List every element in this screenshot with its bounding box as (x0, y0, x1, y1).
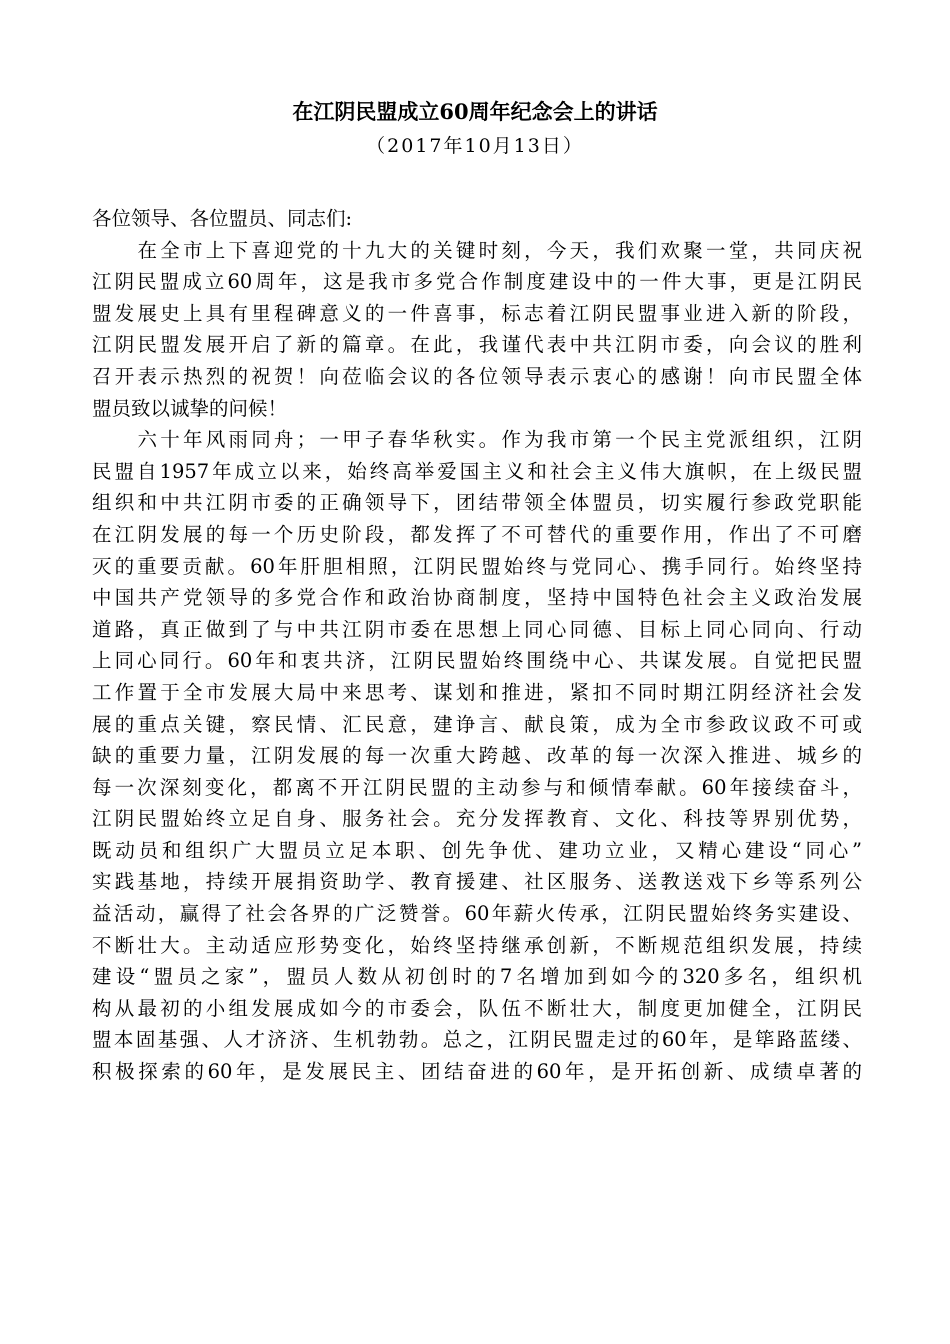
text-line: 六十年风雨同舟；一甲子春华秋实。作为我市第一个民主党派组织，江阴 (92, 428, 862, 452)
text-line: 盟员致以诚挚的问候！ (92, 396, 288, 420)
text-line: 展的重点关键，察民情、汇民意，建诤言、献良策，成为全市参政议政不可或 (92, 712, 862, 736)
text-line: 每一次深刻变化，都离不开江阴民盟的主动参与和倾情奉献。60年接续奋斗， (92, 775, 862, 799)
text-line: 既动员和组织广大盟员立足本职、创先争优、建功立业，又精心建设“同心” (92, 838, 862, 862)
text-line: 民盟自1957年成立以来，始终高举爱国主义和社会主义伟大旗帜，在上级民盟 (92, 459, 862, 483)
text-line: 构从最初的小组发展成如今的市委会，队伍不断壮大，制度更加健全，江阴民 (92, 996, 862, 1020)
text-line: 中国共产党领导的多党合作和政治协商制度，坚持中国特色社会主义政治发展 (92, 586, 862, 610)
text-line: 积极探索的60年，是发展民主、团结奋进的60年，是开拓创新、成绩卓著的 (92, 1060, 862, 1084)
text-line: 上同心同行。60年和衷共济，江阴民盟始终围绕中心、共谋发展。自觉把民盟 (92, 649, 862, 673)
text-line: 在江阴发展的每一个历史阶段，都发挥了不可替代的重要作用，作出了不可磨 (92, 522, 862, 546)
text-line: 盟发展史上具有里程碑意义的一件喜事，标志着江阴民盟事业进入新的阶段， (92, 301, 862, 325)
paragraph-history (92, 424, 862, 1087)
text-line: 在全市上下喜迎党的十九大的关键时刻，今天，我们欢聚一堂，共同庆祝 (92, 238, 862, 262)
text-line: 江阴民盟成立60周年，这是我市多党合作制度建设中的一件大事，更是江阴民 (92, 270, 862, 294)
text-line: 工作置于全市发展大局中来思考、谋划和推进，紧扣不同时期江阴经济社会发 (92, 680, 862, 704)
text-line: 建设“盟员之家”，盟员人数从初创时的7名增加到如今的320多名，组织机 (92, 965, 862, 989)
text-line: 灭的重要贡献。60年肝胆相照，江阴民盟始终与党同心、携手同行。始终坚持 (92, 554, 862, 578)
text-line: 不断壮大。主动适应形势变化，始终坚持继承创新，不断规范组织发展，持续 (92, 933, 862, 957)
text-line: 缺的重要力量，江阴发展的每一次重大跨越、改革的每一次深入推进、城乡的 (92, 744, 862, 768)
paragraph-opening (92, 235, 862, 425)
text-line: 道路，真正做到了与中共江阴市委在思想上同心同德、目标上同心同向、行动 (92, 617, 862, 641)
text-line: 组织和中共江阴市委的正确领导下，团结带领全体盟员，切实履行参政党职能 (92, 491, 862, 515)
salutation: 各位领导、各位盟员、同志们: (92, 207, 353, 230)
text-line: 召开表示热烈的祝贺！向莅临会议的各位领导表示衷心的感谢！向市民盟全体 (92, 364, 862, 388)
document-body (92, 203, 862, 1088)
text-line: 江阴民盟始终立足自身、服务社会。充分发挥教育、文化、科技等界别优势， (92, 807, 862, 831)
document-title: 在江阴民盟成立60周年纪念会上的讲话 (292, 99, 658, 124)
text-line: 江阴民盟发展开启了新的篇章。在此，我谨代表中共江阴市委，向会议的胜利 (92, 333, 862, 357)
speech-date: （2017年10月13日） (366, 135, 584, 157)
text-line: 益活动，赢得了社会各界的广泛赞誉。60年薪火传承，江阴民盟始终务实建设、 (92, 902, 862, 926)
text-line: 盟本固基强、人才济济、生机勃勃。总之，江阴民盟走过的60年，是筚路蓝缕、 (92, 1028, 862, 1052)
text-line: 实践基地，持续开展捐资助学、教育援建、社区服务、送教送戏下乡等系列公 (92, 870, 862, 894)
